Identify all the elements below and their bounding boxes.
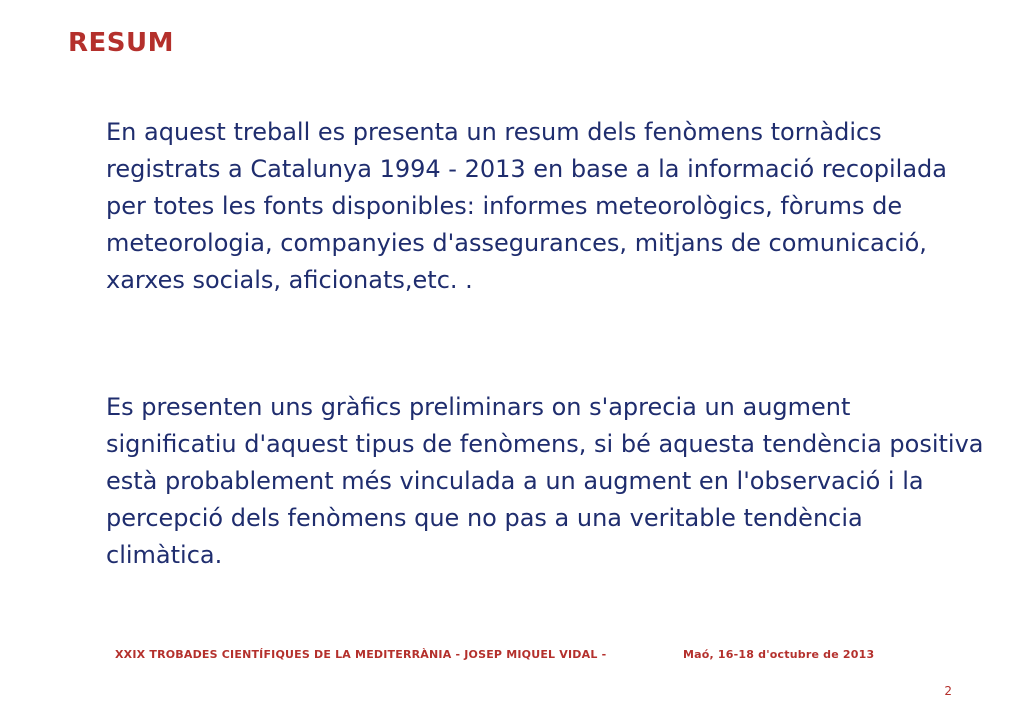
page-number: 2 [944, 684, 952, 698]
footer-event-author: XXIX TROBADES CIENTÍFIQUES DE LA MEDITERRÀNIA - JOSEP MIQUEL VIDAL - [115, 648, 607, 661]
summary-paragraph-2: Es presenten uns gràfics preliminars on s'aprecia un augment significatiu d'aquest tipus de fenòmens, si bé aquesta tendència positiva està probablement més vinculada a un augment en l'observació i la percepció dels fenòmens que no pas a una veritable tendència climàtica. [106, 393, 984, 569]
footer-place-date: Maó, 16-18 d'octubre de 2013 [683, 648, 875, 661]
slide-title: RESUM [68, 28, 174, 58]
summary-paragraph-1: En aquest treball es presenta un resum dels fenòmens tornàdics registrats a Catalunya 1994 - 2013 en base a la informació recopilada per totes les fonts disponibles: informes meteorològics, fòrums de meteorologia, companyies d'assegurances, mitjans de comunicació, xarxes socials, aficionats,etc. . [106, 118, 947, 294]
